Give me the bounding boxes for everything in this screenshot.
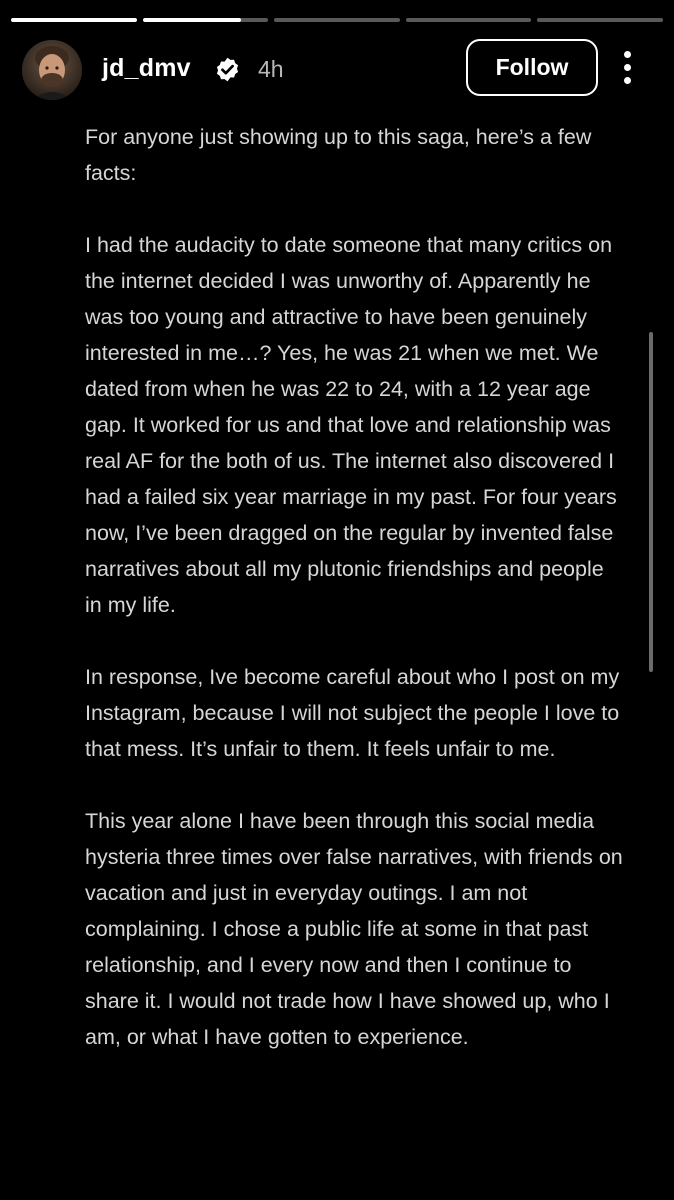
paragraph-1: For anyone just showing up to this saga, here’s a few facts:	[85, 125, 592, 185]
paragraph-4: This year alone I have been through this social media hysteria three times over false narratives, with friends on vacation and just in everyday outings. I am not complaining. I chose a public life at some in that past relationship, and I every now and then I continue to share it. I would not trade how I have showed up, who I am, or what I have gotten to experience.	[85, 809, 623, 1049]
more-vertical-icon[interactable]	[620, 51, 636, 85]
paragraph-3: In response, Ive become careful about who I post on my Instagram, because I will not subject the people I love to that mess. It’s unfair to them. It feels unfair to me.	[85, 665, 620, 761]
story-progress-bar	[11, 18, 663, 22]
profile-photo-icon	[22, 40, 82, 100]
story-progress-segment-2	[143, 18, 269, 22]
verified-badge-icon	[214, 56, 241, 83]
follow-button[interactable]: Follow	[466, 39, 598, 96]
story-progress-segment-1	[11, 18, 137, 22]
story-header	[22, 38, 652, 100]
story-progress-segment-5	[537, 18, 663, 22]
scrollbar[interactable]	[649, 332, 653, 672]
paragraph-2: I had the audacity to date someone that many critics on the internet decided I was unworthy of. Apparently he was too young and attractive to have been genuinely interested in me…? Yes, he was 21 when we met. We dated from when he was 22 to 24, with a 12 year age gap. It worked for us and that love and relationship was real AF for the both of us. The internet also discovered I had a failed six year marriage in my past. For four years now, I’ve been dragged on the regular by invented false narratives about all my plutonic friendships and people in my life.	[85, 233, 617, 617]
post-time: 4h	[258, 56, 284, 82]
story-text	[85, 119, 625, 1055]
story-progress-segment-3	[274, 18, 400, 22]
avatar[interactable]	[22, 40, 82, 100]
username[interactable]: jd_dmv	[102, 54, 191, 82]
story-progress-segment-4	[406, 18, 532, 22]
